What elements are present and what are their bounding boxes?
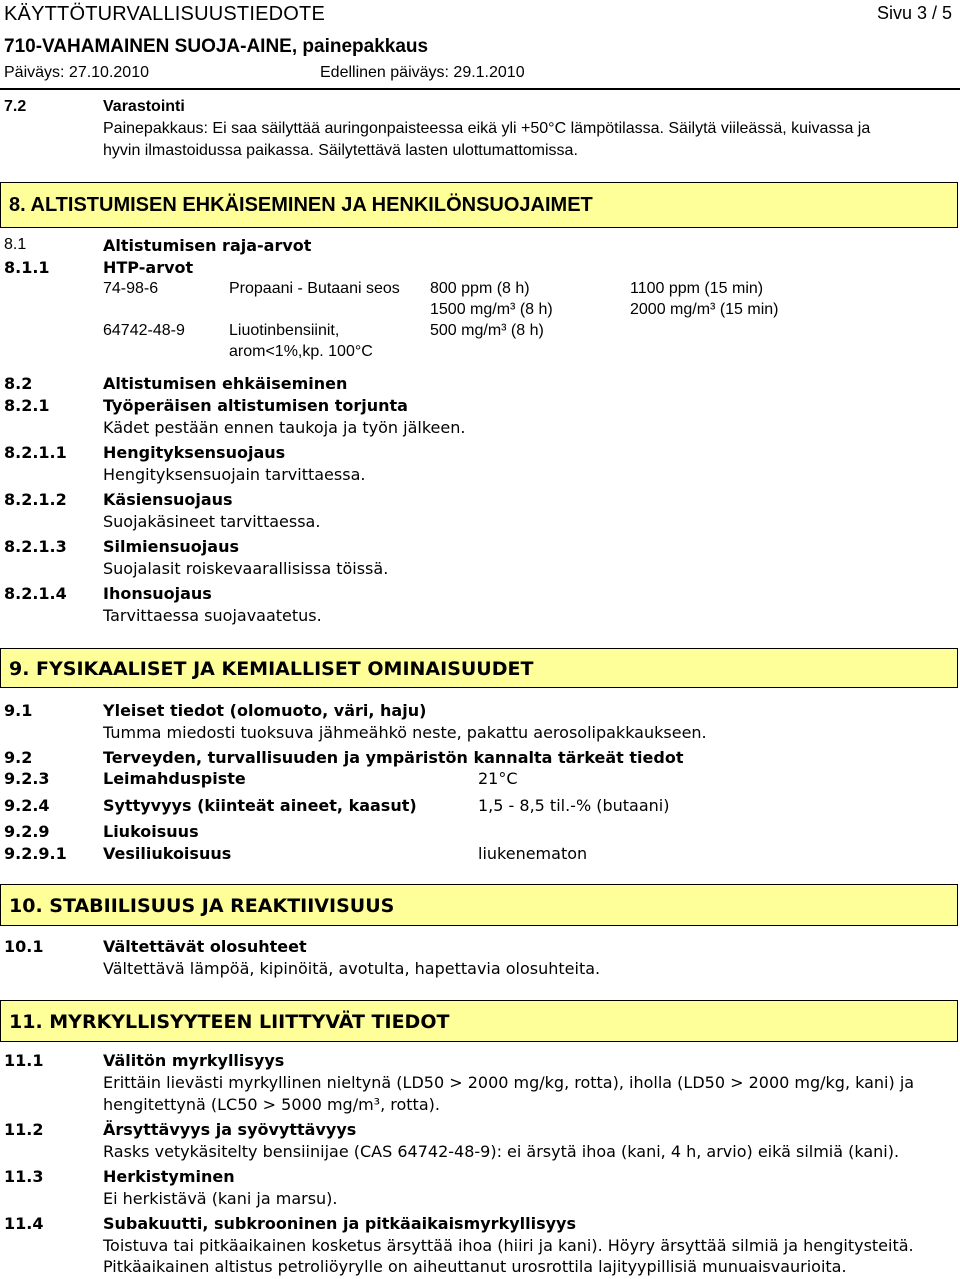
- section-number: 8.2.1.4: [4, 584, 67, 603]
- section-label: Käsiensuojaus: [103, 490, 233, 509]
- section-label: Välitön myrkyllisyys: [103, 1051, 285, 1070]
- limit-15min: 1100 ppm (15 min): [630, 280, 764, 297]
- section-label: Terveyden, turvallisuuden ja ympäristön kannalta tärkeät tiedot: [103, 748, 684, 767]
- substance-name: Liuotinbensiinit,: [229, 322, 340, 339]
- section-number: 8.1: [4, 236, 27, 253]
- section-label: Ihonsuojaus: [103, 584, 212, 603]
- property-value: 21°C: [478, 769, 518, 788]
- section-number: 9.2.9: [4, 822, 50, 841]
- body-text: Toistuva tai pitkäaikainen kosketus ärsyttää ihoa (hiiri ja kani). Höyry ärsyttää silmiä ja hengitysteitä.: [103, 1236, 914, 1255]
- body-text: Hengityksensuojain tarvittaessa.: [103, 465, 366, 484]
- limit-15min-mg: 2000 mg/m³ (15 min): [630, 301, 779, 318]
- body-text: Erittäin lievästi myrkyllinen nieltynä (LD50 > 2000 mg/kg, rotta), iholla (LD50 > 2000 mg/kg, kani) ja: [103, 1073, 915, 1092]
- section-heading-box: [0, 1000, 958, 1042]
- document-title: KÄYTTÖTURVALLISUUSTIEDOTE: [4, 3, 325, 25]
- section-label: Subakuutti, subkrooninen ja pitkäaikaismyrkyllisyys: [103, 1214, 576, 1233]
- body-text: Pitkäaikainen altistus petroliöyrylle on aiheuttanut urosrottila lajityypillisiä munuaisvaurioita.: [103, 1257, 847, 1276]
- section-heading: 8. ALTISTUMISEN EHKÄISEMINEN JA HENKILÖNSUOJAIMET: [9, 194, 593, 216]
- body-text: Ei herkistävä (kani ja marsu).: [103, 1189, 338, 1208]
- previous-date: Edellinen päiväys: 29.1.2010: [320, 64, 525, 81]
- section-number: 7.2: [4, 98, 27, 115]
- body-text: hyvin ilmastoidussa paikassa. Säilytettävä lasten ulottumattomissa.: [103, 142, 578, 159]
- section-label: Ärsyttävyys ja syövyttävyys: [103, 1120, 357, 1139]
- page-number: Sivu 3 / 5: [876, 3, 952, 23]
- body-text: Kädet pestään ennen taukoja ja työn jälkeen.: [103, 418, 466, 437]
- section-number: 8.2.1: [4, 396, 50, 415]
- section-label: Silmiensuojaus: [103, 537, 239, 556]
- header-divider: [0, 88, 960, 90]
- section-number: 10.1: [4, 937, 44, 956]
- cas-number: 64742-48-9: [103, 322, 185, 339]
- section-number: 8.2: [4, 374, 33, 393]
- limit-8h: 500 mg/m³ (8 h): [430, 322, 544, 339]
- section-number: 9.2.3: [4, 769, 50, 788]
- section-number: 9.2.9.1: [4, 844, 67, 863]
- section-label: Vältettävät olosuhteet: [103, 937, 307, 956]
- section-heading: 10. STABIILISUUS JA REAKTIIVISUUS: [9, 895, 395, 917]
- limit-8h-mg: 1500 mg/m³ (8 h): [430, 301, 553, 318]
- section-heading-box: [0, 182, 958, 228]
- body-text: Rasks vetykäsitelty bensiinijae (CAS 64742-48-9): ei ärsytä ihoa (kani, 4 h, arvio) eikä silmiä (kani).: [103, 1142, 900, 1161]
- section-label: Syttyvyys (kiinteät aineet, kaasut): [103, 796, 417, 815]
- section-number: 9.2: [4, 748, 33, 767]
- section-number: 11.1: [4, 1051, 44, 1070]
- section-label: HTP-arvot: [103, 258, 194, 277]
- section-number: 11.2: [4, 1120, 44, 1139]
- body-text: Suojakäsineet tarvittaessa.: [103, 512, 321, 531]
- section-heading: 11. MYRKYLLISYYTEEN LIITTYVÄT TIEDOT: [9, 1011, 450, 1033]
- cas-number: 74-98-6: [103, 280, 159, 297]
- section-label: Liukoisuus: [103, 822, 199, 841]
- body-text: Vältettävä lämpöä, kipinöitä, avotulta, hapettavia olosuhteita.: [103, 959, 601, 978]
- section-label: Varastointi: [103, 98, 185, 115]
- section-label: Altistumisen raja-arvot: [103, 236, 312, 255]
- body-text: hengitettynä (LC50 > 5000 mg/m³, rotta).: [103, 1095, 440, 1114]
- document-date: Päiväys: 27.10.2010: [4, 64, 149, 81]
- section-number: 9.1: [4, 701, 33, 720]
- body-text: Tumma miedosti tuoksuva jähmeähkö neste, pakattu aerosolipakkaukseen.: [103, 723, 707, 742]
- section-number: 11.3: [4, 1167, 44, 1186]
- section-number: 8.2.1.2: [4, 490, 67, 509]
- section-number: 8.2.1.1: [4, 443, 67, 462]
- property-value: liukenematon: [478, 844, 588, 863]
- section-heading-box: [0, 884, 958, 926]
- section-number: 9.2.4: [4, 796, 50, 815]
- product-name: 710-VAHAMAINEN SUOJA-AINE, painepakkaus: [4, 36, 429, 57]
- body-text: Tarvittaessa suojavaatetus.: [103, 606, 322, 625]
- limit-8h: 800 ppm (8 h): [430, 280, 530, 297]
- substance-name: Propaani - Butaani seos: [229, 280, 400, 297]
- section-heading-box: [0, 648, 958, 688]
- property-value: 1,5 - 8,5 til.-% (butaani): [478, 796, 670, 815]
- section-number: 11.4: [4, 1214, 44, 1233]
- section-label: Yleiset tiedot (olomuoto, väri, haju): [103, 701, 427, 720]
- section-number: 8.2.1.3: [4, 537, 67, 556]
- section-label: Vesiliukoisuus: [103, 844, 232, 863]
- section-label: Työperäisen altistumisen torjunta: [103, 396, 408, 415]
- body-text: Suojalasit roiskevaarallisissa töissä.: [103, 559, 389, 578]
- body-text: Painepakkaus: Ei saa säilyttää auringonpaisteessa eikä yli +50°C lämpötilassa. Säilytä viileässä, kuivassa ja: [103, 120, 871, 137]
- section-label: Hengityksensuojaus: [103, 443, 286, 462]
- substance-name-cont: arom<1%,kp. 100°C: [229, 343, 373, 360]
- section-label: Altistumisen ehkäiseminen: [103, 374, 348, 393]
- section-number: 8.1.1: [4, 258, 50, 277]
- section-label: Herkistyminen: [103, 1167, 235, 1186]
- section-label: Leimahduspiste: [103, 769, 246, 788]
- section-heading: 9. FYSIKAALISET JA KEMIALLISET OMINAISUUDET: [9, 658, 534, 680]
